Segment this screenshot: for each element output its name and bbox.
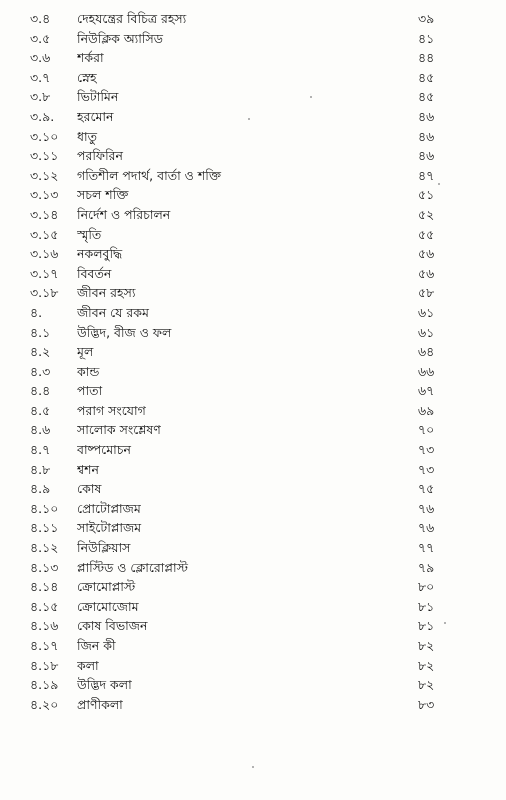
toc-entry-page: ৬৪: [418, 344, 435, 360]
toc-entry-number: ৩.১৪: [30, 206, 59, 222]
toc-entry-page: ৭৯: [418, 559, 435, 575]
toc-entry: [0, 342, 506, 362]
toc-entry-number: ৪.৪: [30, 383, 51, 399]
toc-entry-title: কান্ড: [77, 363, 100, 379]
toc-entry-title: হরমোন: [77, 108, 114, 124]
toc-entry: [0, 166, 506, 186]
toc-entry-number: ৪.১৪: [30, 579, 59, 595]
toc-entry: [0, 303, 506, 323]
toc-entry: [0, 460, 506, 480]
toc-entry-title: জীবন রহস্য: [77, 285, 136, 301]
toc-entry-title: স্মৃতি: [77, 226, 102, 242]
toc-entry: [0, 479, 506, 499]
toc-entry-page: ৮১: [418, 598, 435, 614]
toc-entry: [0, 283, 506, 303]
toc-entry-number: ৪.১৮: [30, 657, 59, 673]
toc-entry-number: ৪.১৭: [30, 638, 59, 653]
toc-entry-number: ৩.১১: [30, 148, 59, 164]
toc-entry-title: প্রাণীকলা: [77, 696, 123, 712]
toc-entry-title: নিউক্লিক অ্যাসিড: [77, 30, 163, 46]
toc-entry-page: ৮২: [418, 657, 435, 673]
toc-entry-page: ৪৬: [418, 148, 435, 164]
toc-entry-title: সচল শক্তি: [77, 187, 129, 203]
table-of-contents: [0, 9, 506, 714]
toc-entry-page: ৪১: [418, 30, 435, 46]
toc-entry-title: কোষ: [77, 481, 102, 497]
toc-entry: [0, 107, 506, 127]
toc-entry-page: ৬১: [418, 324, 435, 340]
toc-entry-title: প্লাস্টিড ও ক্লোরোপ্লাস্ট: [77, 559, 188, 575]
toc-entry-number: ৩.১০: [30, 128, 59, 144]
toc-entry-number: ৩.৮: [30, 89, 51, 105]
toc-entry-title: মূল: [77, 344, 94, 360]
toc-entry-page: ৬৬: [418, 363, 435, 379]
toc-entry-page: ৭৬: [418, 520, 435, 536]
toc-entry-number: ৪.১: [30, 324, 51, 340]
toc-entry-page: ৭৩: [418, 461, 435, 477]
toc-entry-number: ৪.৬: [30, 422, 51, 438]
toc-entry-number: ৩.৭: [30, 69, 51, 85]
toc-entry: [0, 577, 506, 597]
toc-entry-page: ৭৩: [418, 442, 435, 458]
toc-entry-number: ৪.১৩: [30, 559, 59, 575]
toc-entry-page: ৫৬: [418, 265, 435, 281]
toc-entry-number: ৪.৮: [30, 461, 51, 477]
toc-entry-number: ৪.১৫: [30, 598, 59, 614]
toc-entry-page: ৭০: [418, 422, 435, 438]
toc-entry: [0, 518, 506, 538]
toc-entry-title: ধাতু: [77, 128, 98, 144]
toc-entry-title: জিন কী: [77, 638, 116, 653]
toc-entry-page: ৫১: [418, 187, 435, 203]
toc-entry-page: ৪৪: [418, 50, 435, 66]
toc-entry-page: ৩৯: [418, 11, 435, 26]
toc-entry-number: ৩.১৩: [30, 187, 59, 203]
toc-entry-number: ৪.১১: [30, 520, 59, 536]
toc-entry-title: প্রোটোপ্লাজম: [77, 500, 141, 516]
toc-entry: [0, 381, 506, 401]
toc-entry: [0, 538, 506, 558]
toc-entry-title: স্নেহ: [77, 69, 97, 85]
toc-entry: [0, 48, 506, 68]
toc-entry: [0, 185, 506, 205]
toc-entry-page: ৮০: [418, 579, 435, 595]
toc-entry: [0, 146, 506, 166]
toc-entry-page: ৫৫: [418, 226, 435, 242]
toc-entry: [0, 225, 506, 245]
toc-entry: [0, 695, 506, 715]
toc-entry-number: ৩.১২: [30, 167, 59, 183]
toc-entry: [0, 675, 506, 695]
toc-entry: [0, 362, 506, 382]
toc-entry-title: সাইটোপ্লাজম: [77, 520, 142, 536]
toc-entry-number: ৩.৬: [30, 50, 51, 66]
toc-entry-number: ৪.৯: [30, 481, 51, 497]
toc-entry: [0, 616, 506, 636]
toc-entry-page: ৫৮: [418, 285, 435, 301]
toc-entry: [0, 68, 506, 88]
toc-entry: [0, 29, 506, 49]
toc-entry: [0, 597, 506, 617]
toc-entry: [0, 9, 506, 29]
toc-entry-number: ৪.৩: [30, 363, 51, 379]
toc-entry-title: নির্দেশ ও পরিচালন: [77, 206, 171, 222]
scan-speck: [252, 766, 254, 768]
toc-entry-page: ৭৫: [418, 481, 435, 497]
toc-entry-number: ৩.৪: [30, 11, 51, 26]
toc-entry-page: ৮১: [418, 618, 435, 634]
toc-entry-title: নকলবুদ্ধি: [77, 246, 123, 262]
toc-entry: [0, 401, 506, 421]
toc-entry-title: ভিটামিন: [77, 89, 119, 105]
toc-entry-number: ৪.: [30, 304, 43, 320]
toc-entry-number: ৪.২: [30, 344, 51, 360]
toc-entry-page: ৮২: [418, 638, 435, 653]
toc-entry-title: পরফিরিন: [77, 148, 123, 164]
toc-entry-title: কলা: [77, 657, 99, 673]
toc-entry-title: বাষ্পমোচন: [77, 442, 131, 458]
toc-entry: [0, 264, 506, 284]
toc-entry-page: ৪৬: [418, 108, 435, 124]
toc-entry-page: ৫৬: [418, 246, 435, 262]
toc-entry: [0, 558, 506, 578]
toc-entry-number: ৪.২০: [30, 696, 59, 712]
toc-entry: [0, 87, 506, 107]
toc-entry-page: ৭৬: [418, 500, 435, 516]
toc-entry-number: ৪.১০: [30, 500, 59, 516]
toc-entry-page: ৭৭: [418, 540, 435, 556]
toc-entry-title: কোষ বিভাজন: [77, 618, 148, 634]
toc-entry-title: জীবন যে রকম: [77, 304, 149, 320]
toc-entry-title: উদ্ভিদ কলা: [77, 677, 132, 693]
toc-entry-number: ৪.৫: [30, 402, 51, 418]
toc-entry-number: ৩.১৮: [30, 285, 59, 301]
toc-entry-title: দেহযন্ত্রের বিচিত্র রহস্য: [77, 11, 187, 26]
toc-entry-page: ৮৩: [418, 696, 435, 712]
toc-entry-number: ৪.৭: [30, 442, 51, 458]
toc-entry: [0, 499, 506, 519]
toc-entry-title: শ্বশন: [77, 461, 99, 477]
toc-entry-page: ৪৫: [418, 89, 435, 105]
toc-entry-number: ৩.৫: [30, 30, 51, 46]
toc-entry-number: ৪.১২: [30, 540, 59, 556]
toc-entry-page: ৬৭: [418, 383, 435, 399]
toc-entry-page: ৬১: [418, 304, 435, 320]
toc-entry-page: ৬৯: [418, 402, 435, 418]
toc-entry: [0, 420, 506, 440]
toc-entry-number: ৩.১৫: [30, 226, 59, 242]
toc-entry-title: সালোক সংশ্লেষণ: [77, 422, 161, 438]
toc-entry-title: ক্রোমোপ্লাস্ট: [77, 579, 136, 595]
toc-entry: [0, 440, 506, 460]
toc-entry: [0, 323, 506, 343]
toc-entry-page: ৪৬: [418, 128, 435, 144]
toc-entry-title: গতিশীল পদার্থ, বার্তা ও শক্তি: [77, 167, 221, 183]
toc-entry-page: ৪৫: [418, 69, 435, 85]
toc-entry-title: বিবর্তন: [77, 265, 112, 281]
toc-entry-number: ৪.১৬: [30, 618, 59, 634]
toc-entry-page: ৪৭: [418, 167, 435, 183]
toc-entry-number: ৩.১৬: [30, 246, 59, 262]
toc-entry-page: ৮২: [418, 677, 435, 693]
toc-entry: [0, 244, 506, 264]
toc-entry-number: ৩.৯.: [30, 108, 55, 124]
toc-entry-page: ৫২: [418, 206, 435, 222]
toc-entry-title: উদ্ভিদ, বীজ ও ফল: [77, 324, 172, 340]
toc-entry-title: ক্রোমোজোম: [77, 598, 139, 614]
toc-entry: [0, 636, 506, 656]
toc-entry-number: ৩.১৭: [30, 265, 59, 281]
toc-entry: [0, 656, 506, 676]
toc-entry-title: শর্করা: [77, 50, 104, 66]
toc-entry: [0, 205, 506, 225]
toc-entry-title: পরাগ সংযোগ: [77, 402, 146, 418]
toc-entry: [0, 127, 506, 147]
toc-entry-title: পাতা: [77, 383, 103, 399]
toc-entry-number: ৪.১৯: [30, 677, 59, 693]
toc-entry-title: নিউক্লিয়াস: [77, 540, 131, 556]
